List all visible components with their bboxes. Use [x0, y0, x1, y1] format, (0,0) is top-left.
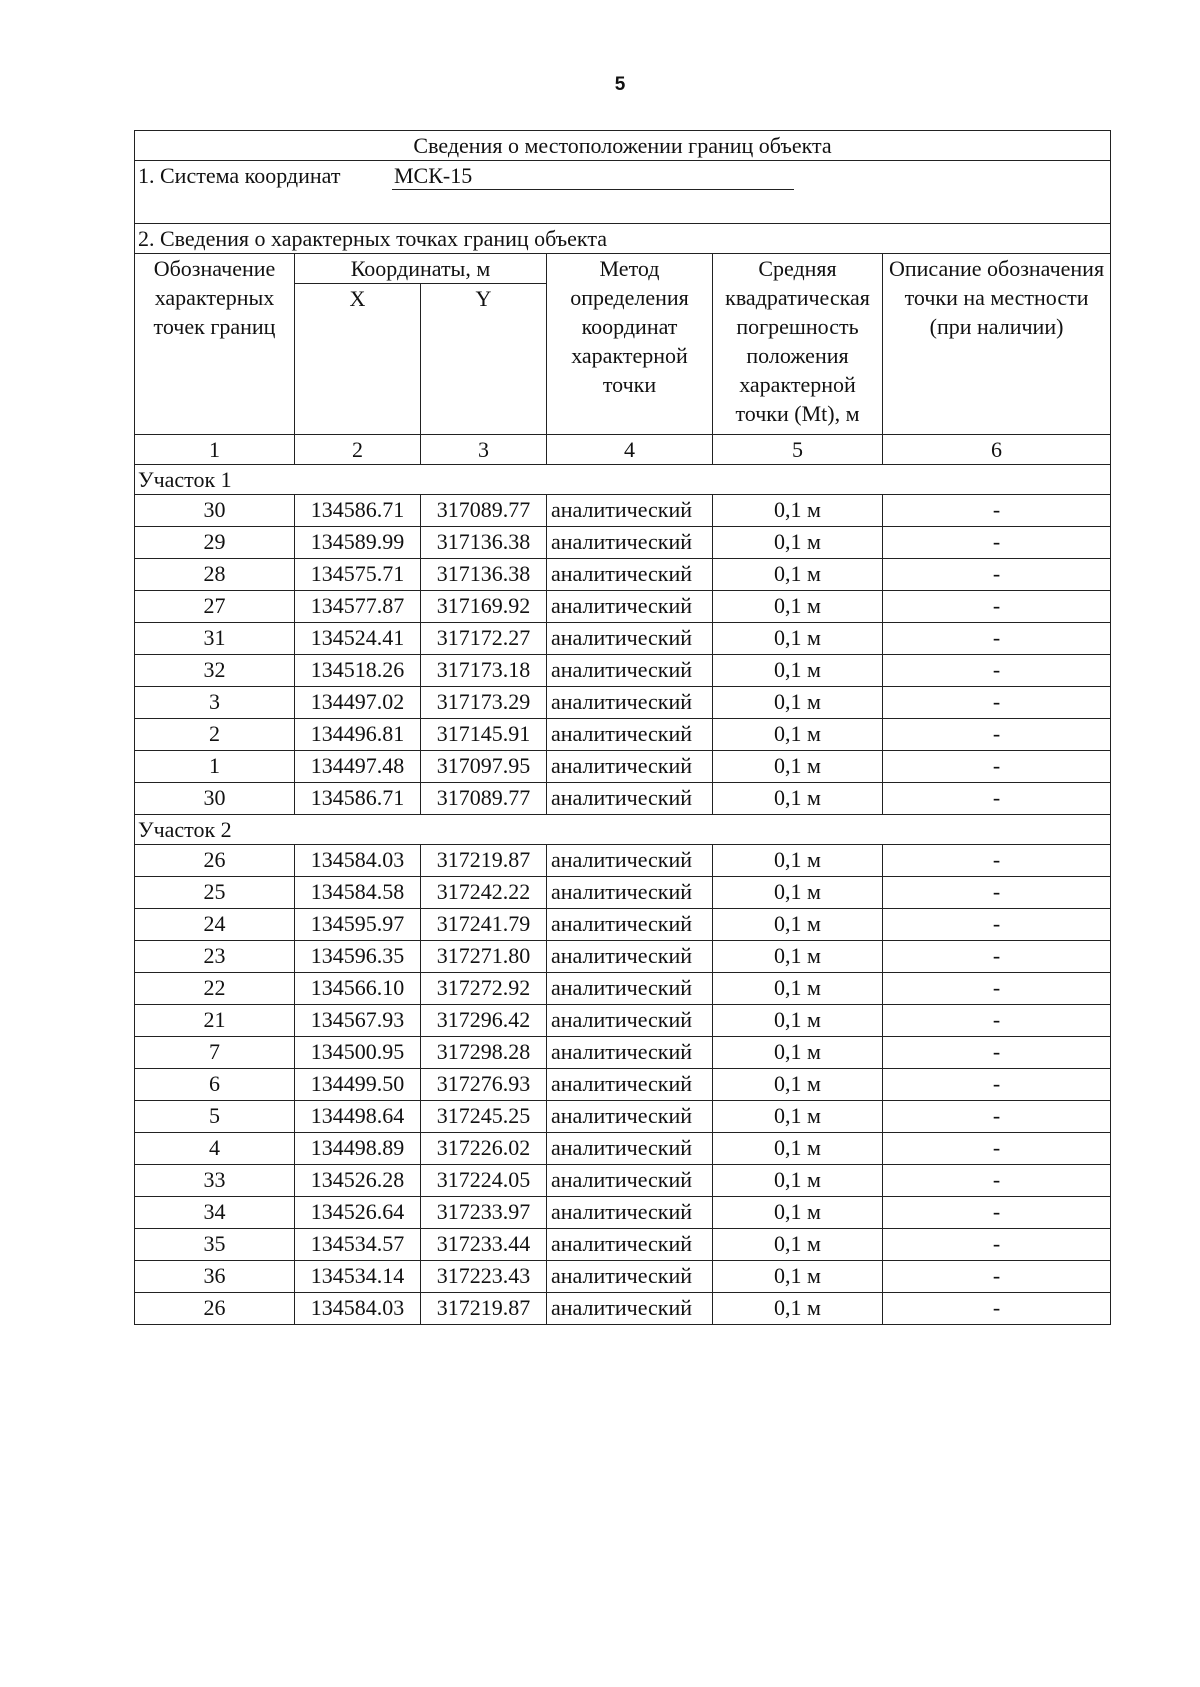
- table-row: [135, 623, 1111, 655]
- coord-x-cell: 134584.03: [295, 845, 421, 877]
- coord-y-cell: 317136.38: [421, 527, 547, 559]
- point-id-cell: 24: [135, 909, 295, 941]
- coord-x-cell: 134534.14: [295, 1261, 421, 1293]
- mean-error-cell: 0,1 м: [713, 941, 883, 973]
- coord-x-cell: 134498.64: [295, 1101, 421, 1133]
- coord-y-cell: 317298.28: [421, 1037, 547, 1069]
- point-id-cell: 28: [135, 559, 295, 591]
- coordinate-system-label: 1. Система координат: [138, 163, 341, 188]
- mean-error-cell: 0,1 м: [713, 1069, 883, 1101]
- coord-y-cell: 317241.79: [421, 909, 547, 941]
- mean-error-cell: 0,1 м: [713, 719, 883, 751]
- point-id-cell: 27: [135, 591, 295, 623]
- coord-y-cell: 317172.27: [421, 623, 547, 655]
- column-numbers-row: [135, 435, 1111, 465]
- section-title: 2. Сведения о характерных точках границ объекта: [135, 224, 1111, 254]
- table-title: Сведения о местоположении границ объекта: [135, 131, 1111, 161]
- table-row: [135, 719, 1111, 751]
- description-cell: -: [883, 1293, 1111, 1325]
- parcel-name: Участок 2: [135, 815, 1111, 845]
- header-coordinates: Координаты, м: [295, 254, 547, 284]
- header-point-designation: Обозначение характерных точек границ: [135, 254, 295, 435]
- mean-error-cell: 0,1 м: [713, 1037, 883, 1069]
- point-id-cell: 26: [135, 1293, 295, 1325]
- coord-y-cell: 317145.91: [421, 719, 547, 751]
- table-row: [135, 1293, 1111, 1325]
- coord-y-cell: 317223.43: [421, 1261, 547, 1293]
- description-cell: -: [883, 527, 1111, 559]
- coord-x-cell: 134497.48: [295, 751, 421, 783]
- point-id-cell: 1: [135, 751, 295, 783]
- mean-error-cell: 0,1 м: [713, 591, 883, 623]
- table-row: [135, 1133, 1111, 1165]
- column-number: 2: [295, 435, 421, 465]
- method-cell: аналитический: [547, 751, 713, 783]
- table-row: [135, 973, 1111, 1005]
- mean-error-cell: 0,1 м: [713, 1261, 883, 1293]
- coord-y-cell: 317224.05: [421, 1165, 547, 1197]
- coord-y-cell: 317276.93: [421, 1069, 547, 1101]
- mean-error-cell: 0,1 м: [713, 623, 883, 655]
- coord-x-cell: 134534.57: [295, 1229, 421, 1261]
- coord-y-cell: 317296.42: [421, 1005, 547, 1037]
- coord-x-cell: 134526.64: [295, 1197, 421, 1229]
- description-cell: -: [883, 1197, 1111, 1229]
- mean-error-cell: 0,1 м: [713, 1133, 883, 1165]
- point-id-cell: 34: [135, 1197, 295, 1229]
- table-row: [135, 909, 1111, 941]
- description-cell: -: [883, 941, 1111, 973]
- coord-x-cell: 134500.95: [295, 1037, 421, 1069]
- mean-error-cell: 0,1 м: [713, 1293, 883, 1325]
- table-row: [135, 1005, 1111, 1037]
- coord-y-cell: 317242.22: [421, 877, 547, 909]
- point-id-cell: 25: [135, 877, 295, 909]
- coord-x-cell: 134584.03: [295, 1293, 421, 1325]
- table-row: [135, 495, 1111, 527]
- description-cell: -: [883, 909, 1111, 941]
- table-row: [135, 1229, 1111, 1261]
- column-number: 1: [135, 435, 295, 465]
- point-id-cell: 30: [135, 495, 295, 527]
- method-cell: аналитический: [547, 1037, 713, 1069]
- method-cell: аналитический: [547, 1133, 713, 1165]
- point-id-cell: 22: [135, 973, 295, 1005]
- point-id-cell: 36: [135, 1261, 295, 1293]
- coord-x-cell: 134498.89: [295, 1133, 421, 1165]
- mean-error-cell: 0,1 м: [713, 495, 883, 527]
- coord-x-cell: 134566.10: [295, 973, 421, 1005]
- table-row: [135, 527, 1111, 559]
- point-id-cell: 30: [135, 783, 295, 815]
- table-row: [135, 1101, 1111, 1133]
- coord-x-cell: 134518.26: [295, 655, 421, 687]
- description-cell: -: [883, 1229, 1111, 1261]
- column-number: 3: [421, 435, 547, 465]
- parcel-heading-row: [135, 815, 1111, 845]
- coordinate-system-value: МСК-15: [392, 163, 794, 190]
- coord-x-cell: 134595.97: [295, 909, 421, 941]
- coord-x-cell: 134586.71: [295, 783, 421, 815]
- method-cell: аналитический: [547, 1229, 713, 1261]
- coord-x-cell: 134589.99: [295, 527, 421, 559]
- parcel-name: Участок 1: [135, 465, 1111, 495]
- point-id-cell: 3: [135, 687, 295, 719]
- mean-error-cell: 0,1 м: [713, 1005, 883, 1037]
- description-cell: -: [883, 655, 1111, 687]
- description-cell: -: [883, 1005, 1111, 1037]
- coord-y-cell: 317089.77: [421, 783, 547, 815]
- table-row: [135, 559, 1111, 591]
- description-cell: -: [883, 1101, 1111, 1133]
- coord-x-cell: 134524.41: [295, 623, 421, 655]
- description-cell: -: [883, 623, 1111, 655]
- method-cell: аналитический: [547, 845, 713, 877]
- description-cell: -: [883, 783, 1111, 815]
- method-cell: аналитический: [547, 1165, 713, 1197]
- point-id-cell: 2: [135, 719, 295, 751]
- description-cell: -: [883, 719, 1111, 751]
- title-row: [135, 131, 1111, 161]
- method-cell: аналитический: [547, 719, 713, 751]
- coord-y-cell: 317233.44: [421, 1229, 547, 1261]
- description-cell: -: [883, 1261, 1111, 1293]
- description-cell: -: [883, 1133, 1111, 1165]
- coord-y-cell: 317173.18: [421, 655, 547, 687]
- description-cell: -: [883, 973, 1111, 1005]
- method-cell: аналитический: [547, 1293, 713, 1325]
- description-cell: -: [883, 495, 1111, 527]
- parcel-heading-row: [135, 465, 1111, 495]
- page-number: 5: [614, 74, 626, 95]
- column-number: 5: [713, 435, 883, 465]
- method-cell: аналитический: [547, 1101, 713, 1133]
- description-cell: -: [883, 1037, 1111, 1069]
- coord-y-cell: 317219.87: [421, 845, 547, 877]
- method-cell: аналитический: [547, 1197, 713, 1229]
- table-row: [135, 655, 1111, 687]
- coord-y-cell: 317226.02: [421, 1133, 547, 1165]
- method-cell: аналитический: [547, 623, 713, 655]
- point-id-cell: 31: [135, 623, 295, 655]
- header-y: Y: [421, 284, 547, 435]
- mean-error-cell: 0,1 м: [713, 1197, 883, 1229]
- method-cell: аналитический: [547, 973, 713, 1005]
- point-id-cell: 7: [135, 1037, 295, 1069]
- coord-x-cell: 134567.93: [295, 1005, 421, 1037]
- coord-y-cell: 317136.38: [421, 559, 547, 591]
- description-cell: -: [883, 751, 1111, 783]
- boundary-table: [134, 130, 1111, 1325]
- mean-error-cell: 0,1 м: [713, 1101, 883, 1133]
- coord-x-cell: 134584.58: [295, 877, 421, 909]
- point-id-cell: 4: [135, 1133, 295, 1165]
- mean-error-cell: 0,1 м: [713, 559, 883, 591]
- mean-error-cell: 0,1 м: [713, 687, 883, 719]
- mean-error-cell: 0,1 м: [713, 845, 883, 877]
- method-cell: аналитический: [547, 909, 713, 941]
- table-row: [135, 941, 1111, 973]
- section-title-row: [135, 224, 1111, 254]
- coordinate-system-cell: [135, 161, 1111, 224]
- coord-y-cell: 317169.92: [421, 591, 547, 623]
- mean-error-cell: 0,1 м: [713, 751, 883, 783]
- coord-y-cell: 317173.29: [421, 687, 547, 719]
- method-cell: аналитический: [547, 1261, 713, 1293]
- method-cell: аналитический: [547, 1005, 713, 1037]
- coord-x-cell: 134596.35: [295, 941, 421, 973]
- method-cell: аналитический: [547, 559, 713, 591]
- column-number: 6: [883, 435, 1111, 465]
- column-number: 4: [547, 435, 713, 465]
- table-row: [135, 751, 1111, 783]
- header-row-1: [135, 254, 1111, 284]
- method-cell: аналитический: [547, 1069, 713, 1101]
- table-row: [135, 783, 1111, 815]
- method-cell: аналитический: [547, 495, 713, 527]
- method-cell: аналитический: [547, 591, 713, 623]
- coord-x-cell: 134497.02: [295, 687, 421, 719]
- point-id-cell: 21: [135, 1005, 295, 1037]
- description-cell: -: [883, 877, 1111, 909]
- coord-y-cell: 317233.97: [421, 1197, 547, 1229]
- description-cell: -: [883, 1165, 1111, 1197]
- coord-x-cell: 134586.71: [295, 495, 421, 527]
- header-mean-error: Средняя квадратическая погрешность положения характерной точки (Mt), м: [713, 254, 883, 435]
- description-cell: -: [883, 559, 1111, 591]
- description-cell: -: [883, 1069, 1111, 1101]
- point-id-cell: 23: [135, 941, 295, 973]
- mean-error-cell: 0,1 м: [713, 877, 883, 909]
- description-cell: -: [883, 591, 1111, 623]
- coord-x-cell: 134526.28: [295, 1165, 421, 1197]
- coord-x-cell: 134575.71: [295, 559, 421, 591]
- mean-error-cell: 0,1 м: [713, 655, 883, 687]
- header-description: Описание обозначения точки на местности (при наличии): [883, 254, 1111, 435]
- point-id-cell: 33: [135, 1165, 295, 1197]
- mean-error-cell: 0,1 м: [713, 973, 883, 1005]
- header-method: Метод определения координат характерной точки: [547, 254, 713, 435]
- table-row: [135, 1261, 1111, 1293]
- point-id-cell: 26: [135, 845, 295, 877]
- coord-x-cell: 134577.87: [295, 591, 421, 623]
- mean-error-cell: 0,1 м: [713, 909, 883, 941]
- method-cell: аналитический: [547, 877, 713, 909]
- mean-error-cell: 0,1 м: [713, 1165, 883, 1197]
- coord-y-cell: 317271.80: [421, 941, 547, 973]
- method-cell: аналитический: [547, 655, 713, 687]
- point-id-cell: 32: [135, 655, 295, 687]
- method-cell: аналитический: [547, 941, 713, 973]
- description-cell: -: [883, 845, 1111, 877]
- table-row: [135, 1069, 1111, 1101]
- header-x: X: [295, 284, 421, 435]
- table-row: [135, 1037, 1111, 1069]
- coord-x-cell: 134496.81: [295, 719, 421, 751]
- table-row: [135, 591, 1111, 623]
- coord-y-cell: 317097.95: [421, 751, 547, 783]
- mean-error-cell: 0,1 м: [713, 1229, 883, 1261]
- table-row: [135, 687, 1111, 719]
- coord-y-cell: 317219.87: [421, 1293, 547, 1325]
- method-cell: аналитический: [547, 783, 713, 815]
- table-row: [135, 1165, 1111, 1197]
- description-cell: -: [883, 687, 1111, 719]
- coord-y-cell: 317272.92: [421, 973, 547, 1005]
- table-row: [135, 845, 1111, 877]
- table-row: [135, 1197, 1111, 1229]
- coordinate-system-row: [135, 161, 1111, 224]
- coord-y-cell: 317089.77: [421, 495, 547, 527]
- mean-error-cell: 0,1 м: [713, 783, 883, 815]
- table-row: [135, 877, 1111, 909]
- point-id-cell: 29: [135, 527, 295, 559]
- mean-error-cell: 0,1 м: [713, 527, 883, 559]
- coord-x-cell: 134499.50: [295, 1069, 421, 1101]
- point-id-cell: 5: [135, 1101, 295, 1133]
- point-id-cell: 35: [135, 1229, 295, 1261]
- method-cell: аналитический: [547, 527, 713, 559]
- point-id-cell: 6: [135, 1069, 295, 1101]
- method-cell: аналитический: [547, 687, 713, 719]
- coord-y-cell: 317245.25: [421, 1101, 547, 1133]
